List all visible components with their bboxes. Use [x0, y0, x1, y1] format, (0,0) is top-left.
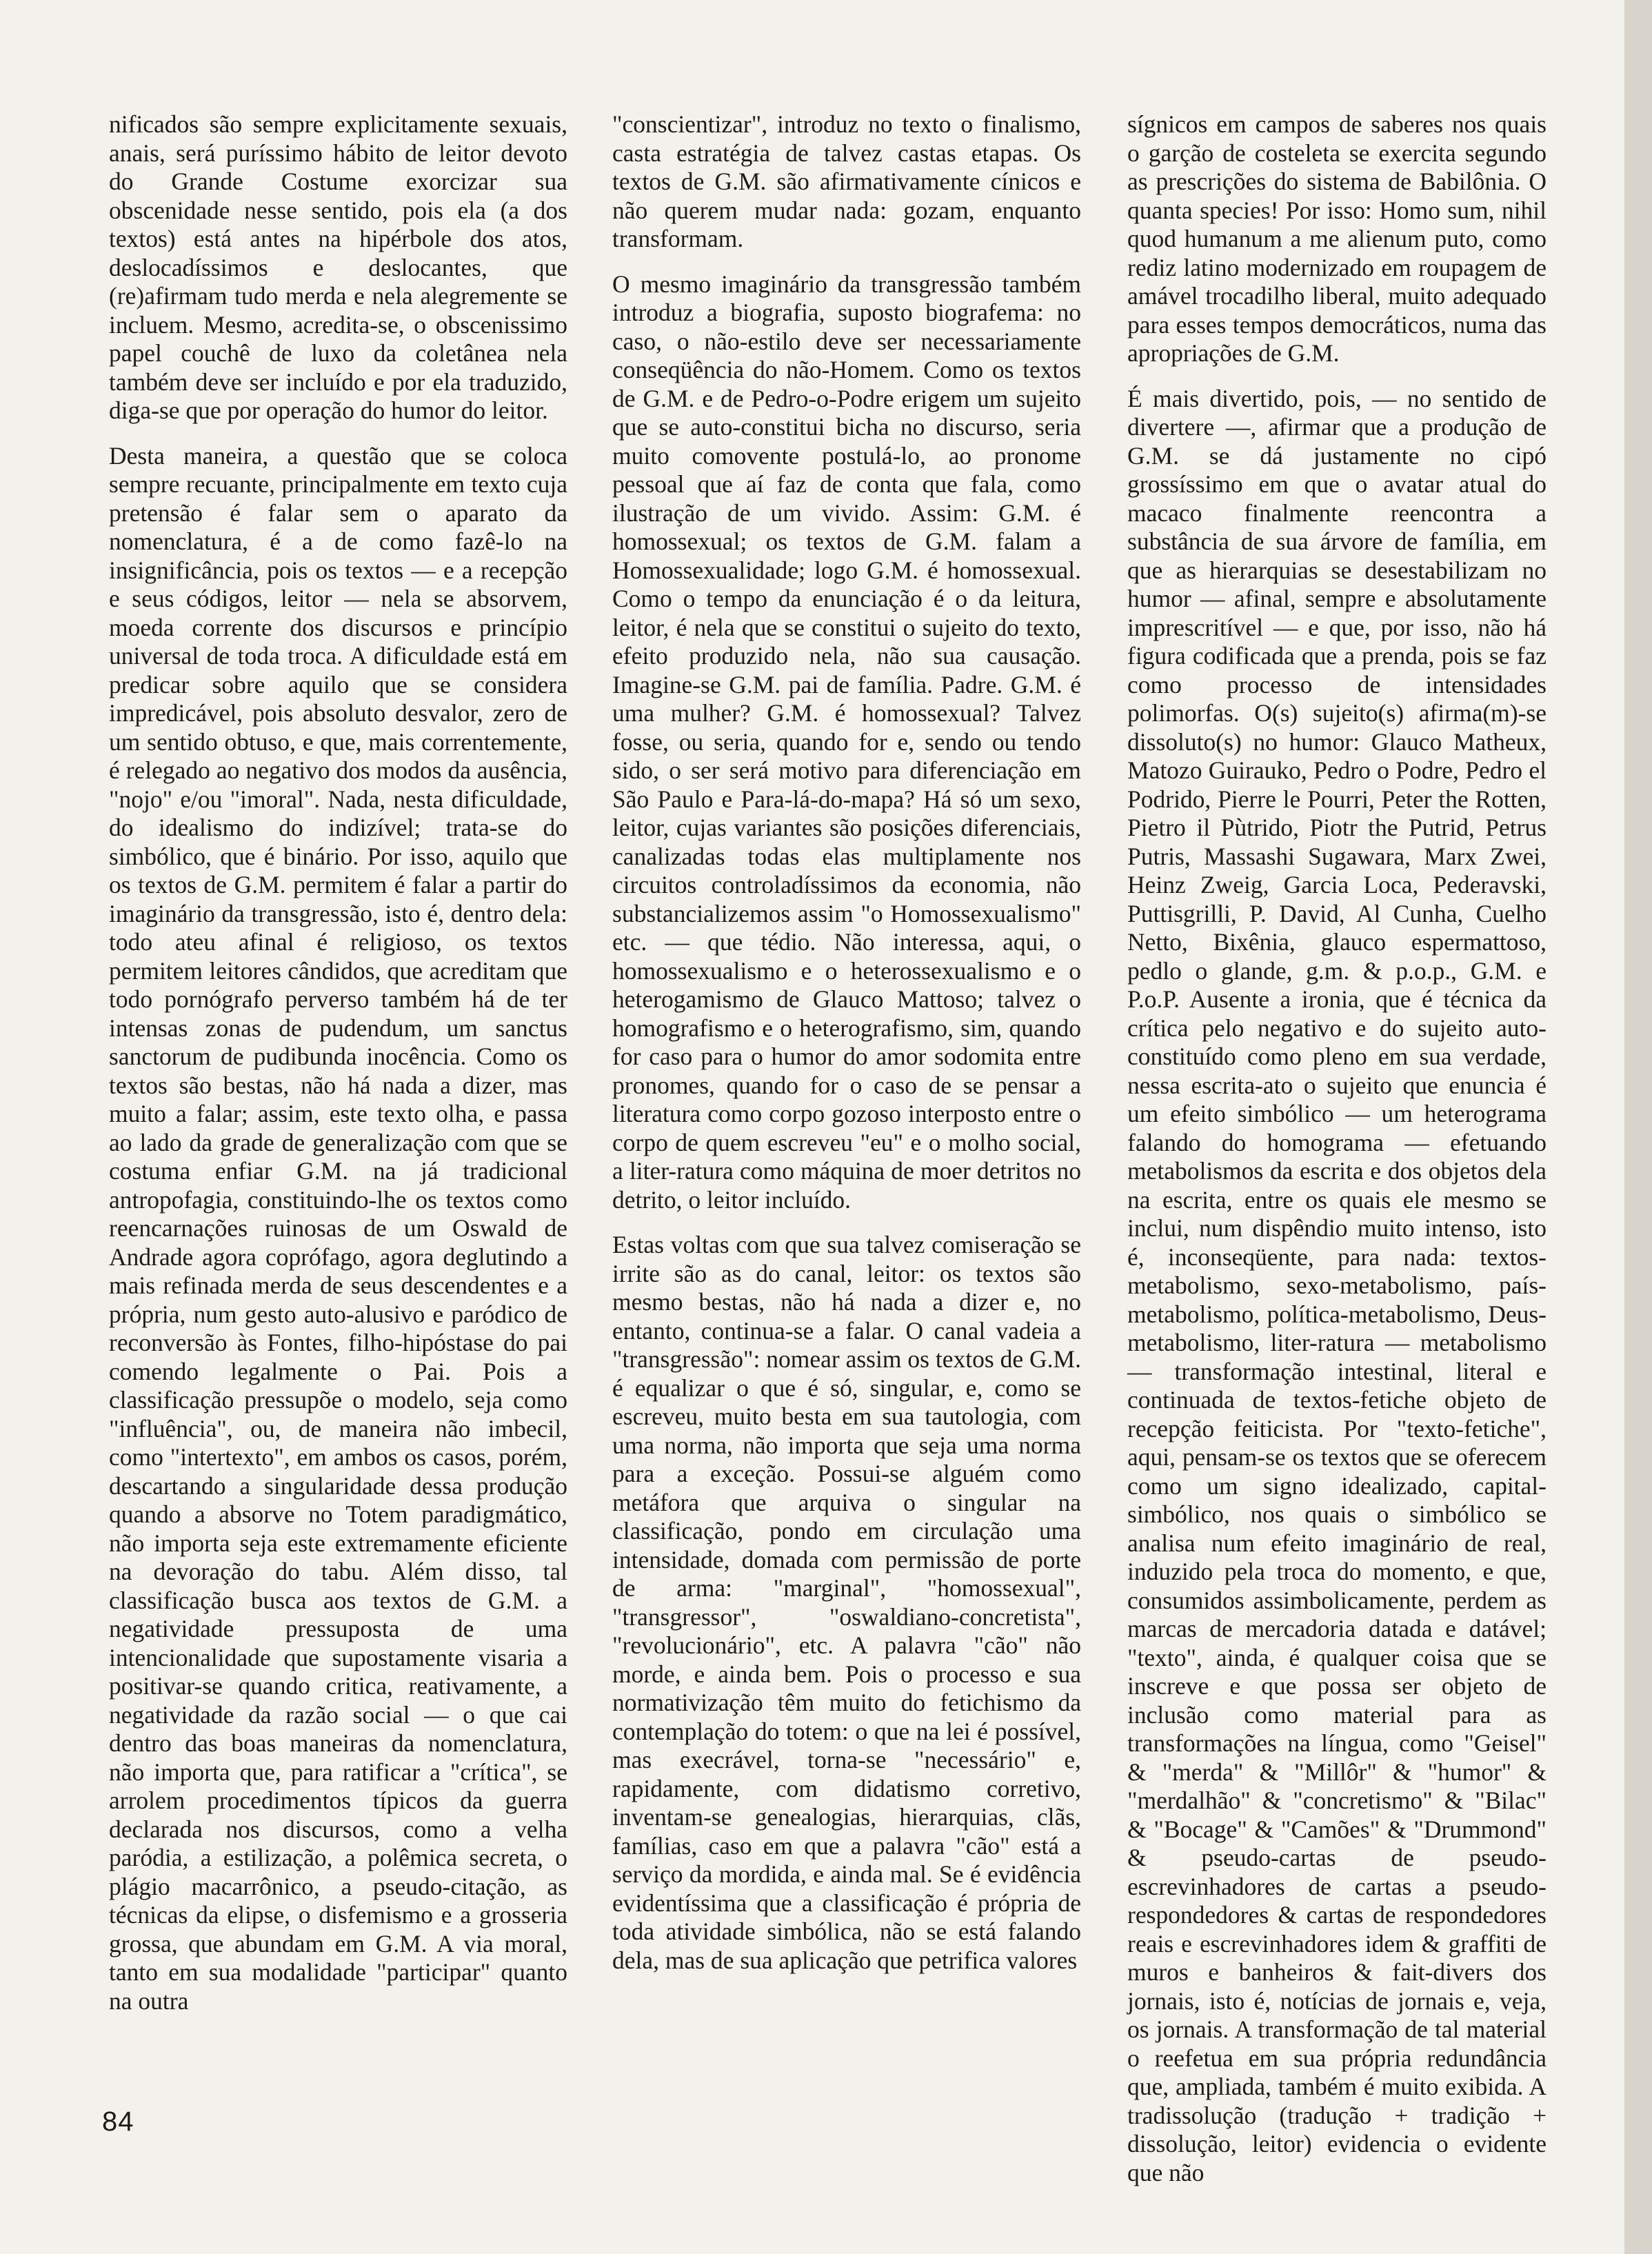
paragraph: O mesmo imaginário da transgressão também introduz a biografia, suposto biografema: no caso, o não-estilo deve ser necessariamente conseqüência do não-Homem. Como os textos de G.M. e de Pedro-o-Podre erigem um sujeito que se auto-constitui bicha no discurso, seria muito comovente postulá-lo, ao pronome pessoal que aí faz de conta que fala, como ilustração de um vivido. Assim: G.M. é homossexual; os textos de G.M. falam a Homossexualidade; logo G.M. é homossexual. Como o tempo da enunciação é o da leitura, leitor, é nela que se constitui o sujeito do texto, efeito produzido nela, não sua causação. Imagine-se G.M. pai de família. Padre. G.M. é uma mulher? G.M. é homossexual? Talvez fosse, ou seria, quando for e, sendo ou tendo sido, o ser será motivo para diferenciação em São Paulo e Para-lá-do-mapa? Há só um sexo, leitor, cujas variantes são posições diferenciais, canalizadas todas elas multiplamente nos circuitos controladíssimos da economia, não substancializemos assim "o Homossexualismo" etc. — que tédio. Não interessa, aqui, o homossexualismo e o heterossexualismo e o heterogamismo de Glauco Mattoso; talvez o homografismo e o heterografismo, sim, quando for caso para o humor do amor sodomita entre pronomes, quando for o caso de se pensar a literatura como corpo gozoso interposto entre o corpo de quem escreveu "eu" e o molho social, a liter-ratura como máquina de moer detritos no detrito, o leitor incluído. — [612, 270, 1081, 1214]
text-column-3 — [1127, 110, 1547, 2204]
paragraph: "conscientizar", introduz no texto o finalismo, casta estratégia de talvez castas etapas. Os textos de G.M. são afirmativamente cínicos e não querem mudar nada: gozam, enquanto transformam. — [612, 110, 1081, 252]
paragraph: nificados são sempre explicitamente sexuais, anais, será puríssimo hábito de leitor devoto do Grande Costume exorcizar sua obscenidade nesse sentido, pois ela (a dos textos) está antes na hipérbole dos atos, deslocadíssimos e deslocantes, que (re)afirmam tudo merda e nela alegremente se incluem. Mesmo, acredita-se, o obscenissimo papel couchê de luxo da coletânea nela também deve ser incluído e por ela traduzido, diga-se que por operação do humor do leitor. — [109, 110, 567, 424]
page-number: 84 — [102, 2106, 134, 2137]
paragraph: Estas voltas com que sua talvez comiseração se irrite são as do canal, leitor: os textos são mesmo bestas, não há nada a dizer e, no entanto, continua-se a falar. O canal vadeia a "transgressão": nomear assim os textos de G.M. é equalizar o que é só, singular, e, como se escreveu, muito besta em sua tautologia, com uma norma, não importa que seja uma norma para a exceção. Possui-se alguém como metáfora que arquiva o singular na classificação, pondo em circulação uma intensidade, domada com permissão de porte de arma: "marginal", "homossexual", "transgressor", "oswaldiano-concretista", "revolucionário", etc. A palavra "cão" não morde, e ainda bem. Pois o processo e sua normativização têm muito do fetichismo da contemplação do totem: o que na lei é possível, mas execrável, torna-se "necessário" e, rapidamente, com didatismo corretivo, inventam-se genealogias, hierarquias, clãs, famílias, caso em que a palavra "cão" está a serviço da mordida, e ainda mal. Se é evidência evidentíssima que a classificação é própria de toda atividade simbólica, não se está falando dela, mas de sua aplicação que petrifica valores — [612, 1231, 1081, 1974]
text-column-1 — [109, 110, 567, 2032]
page-edge-shadow — [1624, 0, 1652, 2254]
text-column-2 — [612, 110, 1081, 1991]
paragraph: Desta maneira, a questão que se coloca sempre recuante, principalmente em texto cuja pretensão é falar sem o aparato da nomenclatura, é a de como fazê-lo na insignificância, pois os textos — e a recepção e seus códigos, leitor — nela se absorvem, moeda corrente dos discursos e princípio universal de toda troca. A dificuldade está em predicar sobre aquilo que se considera impredicável, pois absoluto desvalor, zero de um sentido obtuso, e que, mais correntemente, é relegado ao negativo dos modos da ausência, "nojo" e/ou "imoral". Nada, nesta dificuldade, do idealismo do indizível; trata-se do simbólico, que é binário. Por isso, aquilo que os textos de G.M. permitem é falar a partir do imaginário da transgressão, isto é, dentro dela: todo ateu afinal é religioso, os textos permitem leitores cândidos, que acreditam que todo pornógrafo perverso também há de ter intensas zonas de pudendum, um sanctus sanctorum de pudibunda inocência. Como os textos são bestas, não há nada a dizer, mas muito a falar; assim, este texto olha, e passa ao lado da grade de generalização com que se costuma enfiar G.M. na já tradicional antropofagia, constituindo-lhe os textos como reencarnações ruinosas de um Oswald de Andrade agora coprófago, agora deglutindo a mais refinada merda de seus descendentes e a própria, num gesto auto-alusivo e paródico de reconversão às Fontes, filho-hipóstase do pai comendo legalmente o Pai. Pois a classificação pressupõe o modelo, seja como "influência", ou, de maneira não imbecil, como "intertexto", em ambos os casos, porém, descartando a singularidade dessa produção quando a absorve no Totem paradigmático, não importa seja este extremamente eficiente na devoração do tabu. Além disso, tal classificação busca aos textos de G.M. a negatividade pressuposta de uma intencionalidade que supostamente visaria a positivar-se quando critica, reativamente, a negatividade da razão social — o que cai dentro das boas maneiras da nomenclatura, não importa que, para ratificar a "crítica", se arrolem procedimentos típicos da guerra declarada nos discursos, como a velha paródia, a estilização, a polêmica secreta, o plágio macarrônico, a pseudo-citação, as técnicas da elipse, o disfemismo e a grosseria grossa, que abundam em G.M. A via moral, tanto em sua modalidade "participar" quanto na outra — [109, 441, 567, 2015]
paragraph: É mais divertido, pois, — no sentido de divertere —, afirmar que a produção de G.M. se dá justamente no cipó grossíssimo em que o avatar atual do macaco finalmente reencontra a substância de sua árvore de família, em que as hierarquias se desestabilizam no humor — afinal, sempre e absolutamente imprescritível — e que, por isso, não há figura codificada que a prenda, pois se faz como processo de intensidades polimorfas. O(s) sujeito(s) afirma(m)-se dissoluto(s) no humor: Glauco Matheux, Matozo Guirauko, Pedro o Podre, Pedro el Podrido, Pierre le Pourri, Peter the Rotten, Pietro il Pùtrido, Piotr the Putrid, Petrus Putris, Massashi Sugawara, Marx Zwei, Heinz Zweig, Garcia Loca, Pederavski, Puttisgrilli, P. David, Al Cunha, Cuelho Netto, Bixênia, glauco espermattoso, pedlo o glande, g.m. & p.o.p., G.M. e P.o.P. Ausente a ironia, que é técnica da crítica pelo negativo e do sujeito auto-constituído como pleno em sua verdade, nessa escrita-ato o sujeito que enuncia é um efeito simbólico — um heterograma falando do homograma — efetuando metabolismos da escrita e dos objetos dela na escrita, entre os quais ele mesmo se inclui, num dispêndio muito intenso, isto é, inconseqüente, para nada: textos-metabolismo, sexo-metabolismo, país-metabolismo, política-metabolismo, Deus-metabolismo, liter-ratura — metabolismo — transformação intestinal, literal e continuada de textos-fetiche objeto de recepção feiticista. Por "texto-fetiche", aqui, pensam-se os textos que se oferecem como um signo idealizado, capital-simbólico, nos quais o simbólico se analisa num efeito imaginário de real, induzido pela troca do momento, e que, consumidos assimbolicamente, perdem as marcas de mercadoria datada e datável; "texto", ainda, é qualquer coisa que se inscreve e que possa ser objeto de inclusão como material para as transformações na língua, como "Geisel" & "merda" & "Millôr" & "humor" & "merdalhão" & "concretismo" & "Bilac" & "Bocage" & "Camões" & "Drummond" & pseudo-cartas de pseudo-escrevinhadores de cartas a pseudo-respondedores & cartas de respondedores reais e escrevinhadores idem & graffiti de muros e banheiros & fait-divers dos jornais, isto é, notícias de jornais e, veja, os jornais. A transformação de tal material o reefetua em sua própria redundância que, ampliada, também é muito exibida. A tradissolução (tradução + tradição + dissolução, leitor) evidencia o evidente que não — [1127, 384, 1547, 2186]
paragraph: sígnicos em campos de saberes nos quais o garção de costeleta se exercita segundo as prescrições do sistema de Babilônia. O quanta species! Por isso: Homo sum, nihil quod humanum a me alienum puto, como rediz latino modernizado em roupagem de amável trocadilho liberal, muito adequado para esses tempos democráticos, numa das apropriações de G.M. — [1127, 110, 1547, 367]
